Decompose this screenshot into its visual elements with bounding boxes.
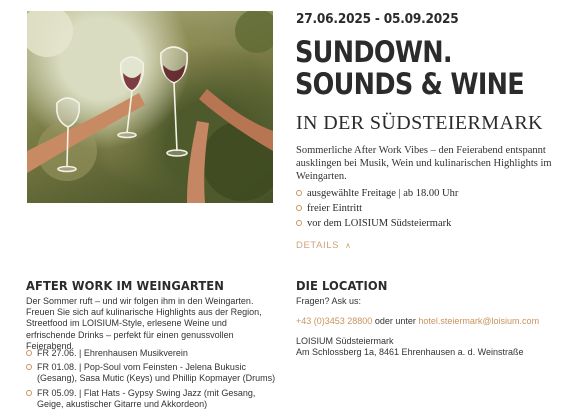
circle-bullet-icon (296, 205, 302, 211)
intro-text: Sommerliche After Work Vibes – den Feierabend entspannt ausklingen bei Musik, Wein und kulinarischen Highlights im Weingarten. (296, 145, 552, 182)
wine-glasses-illustration (27, 11, 273, 203)
afterwork-heading: AFTER WORK IM WEINGARTEN (26, 278, 224, 293)
phone-link[interactable]: +43 (0)3453 28800 (296, 316, 373, 326)
circle-bullet-icon (296, 220, 302, 226)
date-range: 27.06.2025 - 05.09.2025 (296, 11, 459, 27)
location-question: Fragen? Ask us: (296, 296, 362, 306)
list-item: FR 05.09. | Flat Hats - Gypsy Swing Jazz (mit Gesang, Geige, akustischer Gitarre und Akkordeon) (26, 388, 276, 410)
title-line-1: SUNDOWN. (295, 35, 452, 69)
or-text: oder unter (374, 316, 416, 326)
circle-bullet-icon (296, 190, 302, 196)
hero-photo-wine-toast (27, 11, 273, 203)
email-link[interactable]: hotel.steiermark@loisium.com (418, 316, 540, 326)
details-label: DETAILS (296, 240, 340, 251)
venue-address: Am Schlossberg 1a, 8461 Ehrenhausen a. d. Weinstraße (296, 347, 524, 357)
details-toggle[interactable] (296, 240, 352, 251)
circle-bullet-icon (26, 364, 32, 370)
feature-list (296, 187, 458, 232)
list-item: vor dem LOISIUM Südsteiermark (296, 217, 458, 230)
circle-bullet-icon (26, 350, 32, 356)
afterwork-text: Der Sommer ruft – und wir folgen ihm in den Weingarten. Freuen Sie sich auf kulinarische Highlights aus der Region, Streetfood im LOISIUM-Style, erlesene Weine und erfrischende Drinks – perfekt für einen genussvollen Feierabend. (26, 296, 262, 351)
circle-bullet-icon (26, 390, 32, 396)
page-subtitle: IN DER SÜDSTEIERMARK (296, 112, 543, 134)
list-item: ausgewählte Freitage | ab 18.00 Uhr (296, 187, 458, 200)
title-line-2: SOUNDS & WINE (295, 67, 525, 101)
list-item: FR 01.08. | Pop-Soul vom Feinsten - Jelena Bukusic (Gesang), Sasa Mutic (Keys) und Phillip Kopmayer (Drums) (26, 362, 276, 384)
page-title (295, 36, 533, 100)
contact-line (296, 316, 576, 327)
location-heading: DIE LOCATION (296, 278, 388, 293)
list-item: freier Eintritt (296, 202, 458, 215)
event-list (26, 348, 276, 413)
chevron-up-icon: ∧ (345, 241, 352, 250)
list-item: FR 27.06. | Ehrenhausen Musikverein (26, 348, 276, 359)
venue-name: LOISIUM Südsteiermark (296, 336, 394, 346)
